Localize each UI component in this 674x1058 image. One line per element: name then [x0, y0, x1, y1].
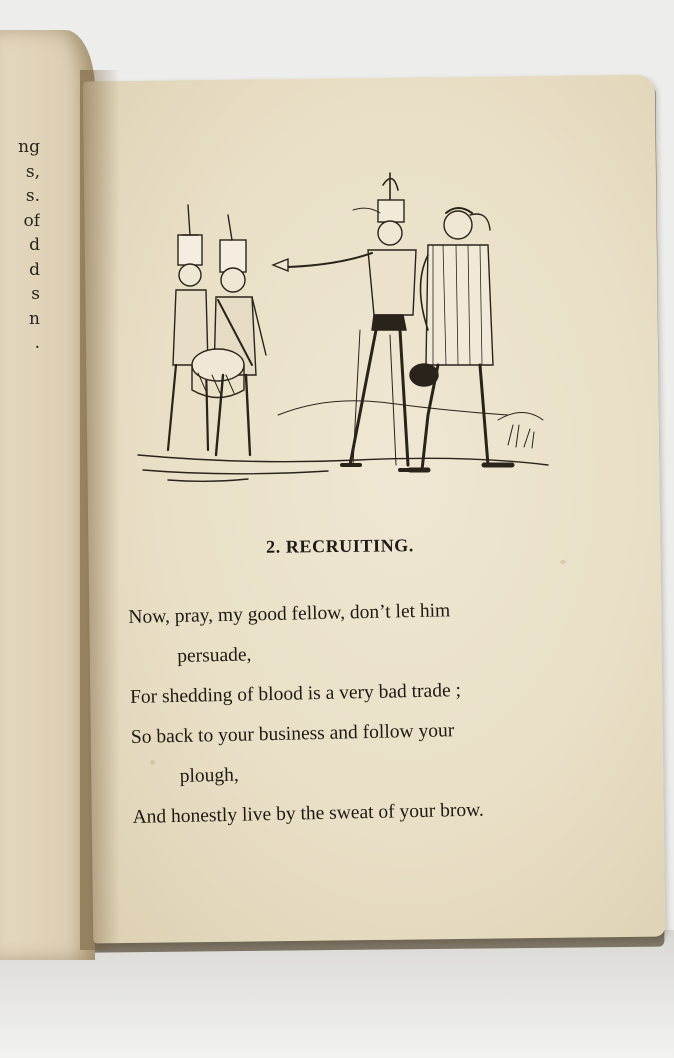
left-fragment: d: [29, 259, 40, 280]
left-fragment: s: [31, 284, 40, 304]
book-gutter-shadow: [80, 70, 120, 950]
left-fragment: of: [23, 210, 40, 231]
left-fragment: s,: [25, 161, 40, 182]
left-fragment: n: [29, 308, 40, 329]
verse-line: So back to your business and follow your: [130, 720, 455, 748]
poem-heading: 2. RECRUITING.: [265, 535, 415, 557]
recruiting-engraving: [128, 165, 558, 495]
left-page-text-fragments: [0, 135, 40, 356]
verse-line: Now, pray, my good fellow, don’t let him: [128, 600, 451, 628]
foxing-spot: [560, 560, 566, 564]
verse-line: And honestly live by the sweat of your brow.: [132, 799, 485, 828]
poem-verse: [128, 588, 593, 838]
verse-line-indented: persuade,: [177, 644, 252, 667]
left-fragment: .: [34, 333, 40, 353]
verse-line-indented: plough,: [179, 764, 240, 787]
left-fragment: d: [29, 235, 40, 255]
left-fragment: s.: [25, 186, 40, 206]
left-fragment: ng: [18, 137, 40, 157]
verse-line: For shedding of blood is a very bad trade ;: [129, 680, 462, 708]
